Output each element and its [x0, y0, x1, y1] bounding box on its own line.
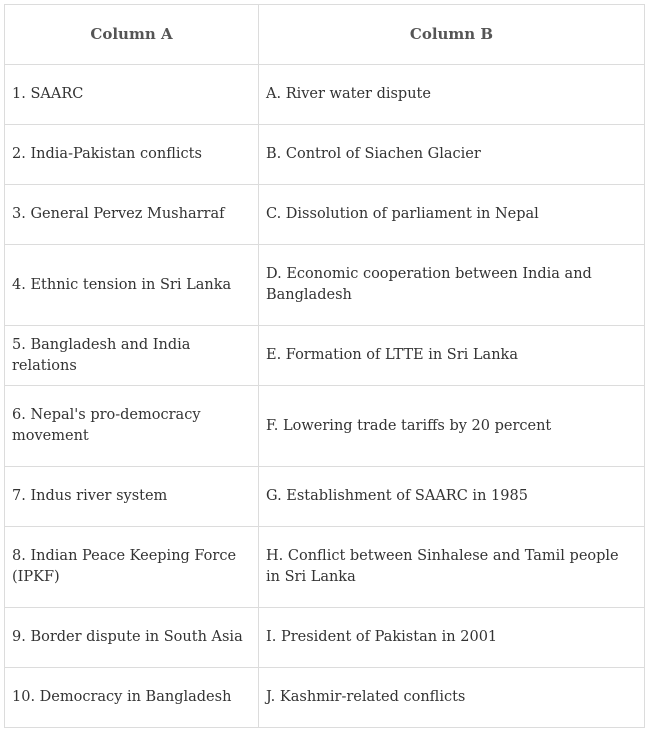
match-table-container — [4, 4, 645, 728]
column-a-header: Column A — [5, 5, 259, 65]
column-a-cell: 5. Bangladesh and India relations — [5, 326, 259, 386]
column-b-cell: H. Conflict between Sinhalese and Tamil people in Sri Lanka — [259, 527, 645, 608]
table-row — [5, 65, 645, 125]
column-b-cell: G. Establishment of SAARC in 1985 — [259, 467, 645, 527]
column-a-cell: 7. Indus river system — [5, 467, 259, 527]
column-a-cell: 2. India-Pakistan conflicts — [5, 125, 259, 185]
column-a-cell: 1. SAARC — [5, 65, 259, 125]
column-b-cell: C. Dissolution of parliament in Nepal — [259, 185, 645, 245]
header-row — [5, 5, 645, 65]
table-row — [5, 527, 645, 608]
table-row — [5, 467, 645, 527]
table-row — [5, 326, 645, 386]
column-b-cell: B. Control of Siachen Glacier — [259, 125, 645, 185]
match-the-columns-table — [4, 4, 645, 728]
column-b-cell: I. President of Pakistan in 2001 — [259, 608, 645, 668]
table-row — [5, 668, 645, 728]
column-b-cell: J. Kashmir-related conflicts — [259, 668, 645, 728]
column-b-cell: A. River water dispute — [259, 65, 645, 125]
table-row — [5, 185, 645, 245]
column-a-cell: 8. Indian Peace Keeping Force (IPKF) — [5, 527, 259, 608]
table-body — [5, 65, 645, 728]
column-b-cell: F. Lowering trade tariffs by 20 percent — [259, 386, 645, 467]
table-row — [5, 245, 645, 326]
column-a-cell: 4. Ethnic tension in Sri Lanka — [5, 245, 259, 326]
column-b-cell: D. Economic cooperation between India and Bangladesh — [259, 245, 645, 326]
column-b-cell: E. Formation of LTTE in Sri Lanka — [259, 326, 645, 386]
column-a-cell: 9. Border dispute in South Asia — [5, 608, 259, 668]
table-row — [5, 125, 645, 185]
column-a-cell: 6. Nepal's pro-democracy movement — [5, 386, 259, 467]
table-row — [5, 386, 645, 467]
column-b-header: Column B — [259, 5, 645, 65]
table-row — [5, 608, 645, 668]
column-a-cell: 10. Democracy in Bangladesh — [5, 668, 259, 728]
column-a-cell: 3. General Pervez Musharraf — [5, 185, 259, 245]
